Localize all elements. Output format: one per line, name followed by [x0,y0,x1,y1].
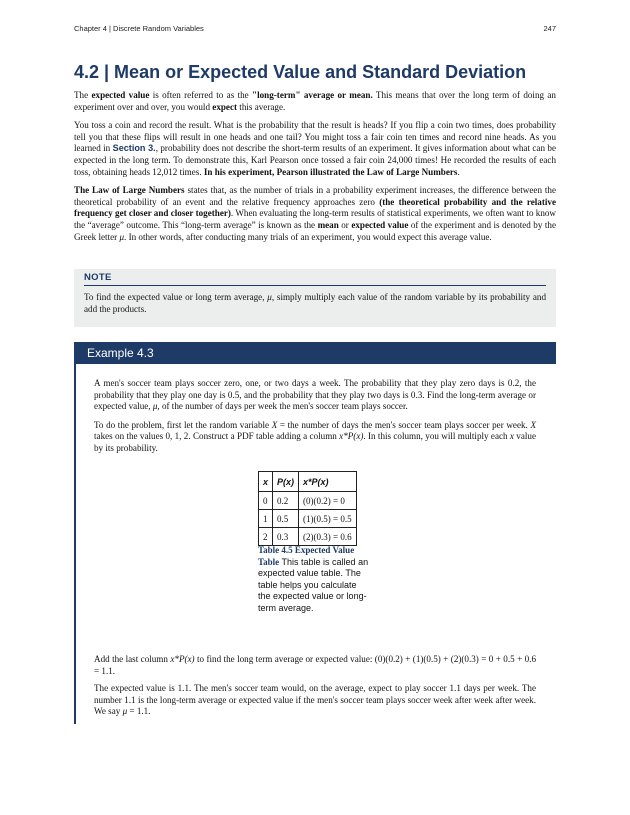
table-cell: 0 [259,492,273,510]
chapter-title: Chapter 4 | Discrete Random Variables [74,24,204,33]
text-run: . In this column, you will multiply each [363,431,510,442]
note-heading: NOTE [84,272,546,286]
table-header-row [259,472,357,492]
table-cell: 1 [259,510,273,528]
text-run: . In other words, after conducting many trials of an experiment, you would expect this average value. [124,231,492,242]
table-row [259,528,357,546]
paragraph-law-large-numbers [74,185,556,243]
column-header: x [259,472,273,492]
section-body [74,90,556,250]
text-run: or [338,219,352,230]
column-header: P(x) [273,472,299,492]
table-row [259,492,357,510]
text-run: You toss a coin and record the result. What is the probability that the result is heads? If you flip a coin two times, does probability tell you that these flips will result in one heads and one tail? You might toss a fair coin ten times and record nine heads. As you learned in [74,120,556,154]
text-run: This means that over the long term of doing an experiment over and over, you would [74,90,556,112]
text-run: A men's soccer team plays soccer zero, one, or two days a week. The probability that they play zero days is 0.2, the probability that they play one day is 0.5, and the probability that they play two days is 0.3. Find the long-term average or expected value, [94,378,536,412]
pearson-emphasis: In his experiment, Pearson illustrated the Law of Large Numbers [203,166,458,177]
example-body [94,378,536,462]
text-run: takes on the values 0, 1, 2. Construct a PDF table adding a column [94,431,340,442]
variable-x: X [271,419,278,430]
section-title: 4.2 | Mean or Expected Value and Standard Deviation [74,62,527,82]
note-text [84,292,546,315]
caption-text: This table is called an expected value table. The table helps you calculate the expected value or long-term average. [258,556,369,613]
text-run: = the number of days the men's soccer team plays soccer per week. [277,419,531,430]
running-header [74,24,556,36]
column-name: x*P(x) [339,431,364,442]
symbol-mu: μ [152,401,158,412]
text-run: states that, as the number of trials in a probability experiment increases, the difference between the theoretical probability of an event and the relative frequency approaches zero [74,185,556,207]
text-run: , simply multiply each value of the random variable by its probability and add the products. [84,292,546,314]
example-header: Example 4.3 [74,342,556,364]
text-run: of the experiment and is denoted by the Greek letter [74,219,556,242]
term-expected-value: expected value [351,219,409,230]
example-solution [94,654,536,724]
variable-x: x [509,431,514,442]
solution-conclusion [94,683,536,718]
term-law-large-numbers: The Law of Large Numbers [74,185,185,196]
term-expect: expect [212,101,238,112]
text-run: . When evaluating the long-term results of statistical experiments, we often want to know the “average” outcome. This “long-term average” is known as the [74,208,556,230]
text-run: to find the long term average or expected value: (0)(0.2) + (1)(0.5) + (2)(0.3) = 0 + 0.5 + 0.6 = 1.1. [94,654,536,676]
note-box [74,269,556,327]
text-run: is often referred to as the [149,90,253,100]
table-caption [258,545,370,614]
text-run: Add the last column [94,654,171,664]
table-cell: (2)(0.3) = 0.6 [299,528,357,546]
page-number: 247 [543,24,556,33]
table-cell: 0.5 [273,510,299,528]
term-long-term-average: "long-term" average or mean. [252,90,373,100]
caption-label: Table 4.5 Expected Value Table [258,545,355,567]
text-run: The expected value is 1.1. The men's soccer team would, on the average, expect to play soccer 1.1 days per week. The number 1.1 is the long-term average or expected value if the men's soccer team plays soccer week after week after week. We say [94,683,536,717]
term-mean: mean [317,219,339,230]
text-run: = 1.1. [127,706,151,717]
text-run: To do the problem, first let the random variable [94,419,272,430]
paragraph-coin-toss [74,120,556,178]
text-run: , probability does not describe the short-term results of an experiment. It gives information about what can be expected in the long term. To demonstrate this, Karl Pearson once tossed a fair coin 24,000 times! He recorded the results of each toss, obtaining heads 12,012 times. [74,143,556,177]
text-run: , of the number of days per week the men's soccer team plays soccer. [157,401,408,412]
column-header: x*P(x) [299,472,357,492]
closer-emphasis: (the theoretical probability and the relative frequency get closer and closer together) [74,196,556,219]
text-run: this average. [237,101,286,112]
table-cell: (1)(0.5) = 0.5 [299,510,357,528]
symbol-mu: μ [119,231,125,242]
term-expected-value: expected value [91,90,150,100]
example-problem [94,378,536,413]
table-cell: (0)(0.2) = 0 [299,492,357,510]
column-name: x*P(x) [170,654,195,664]
table-cell: 0.3 [273,528,299,546]
example-side-rule [74,342,76,724]
text-run: The [74,90,92,100]
symbol-mu: μ [267,292,272,302]
table-row [259,510,357,528]
text-run: . [457,166,460,177]
paragraph-expected-value [74,90,556,113]
text-run: To find the expected value or long term average, [84,292,268,302]
section-3-link[interactable]: Section 3. [112,143,156,154]
variable-x: X [530,419,536,430]
symbol-mu: μ [122,706,128,717]
expected-value-table [258,471,357,546]
solution-sum [94,654,536,677]
example-setup [94,420,536,455]
table-cell: 2 [259,528,273,546]
table-cell: 0.2 [273,492,299,510]
text-run: value by its probability. [94,431,536,453]
